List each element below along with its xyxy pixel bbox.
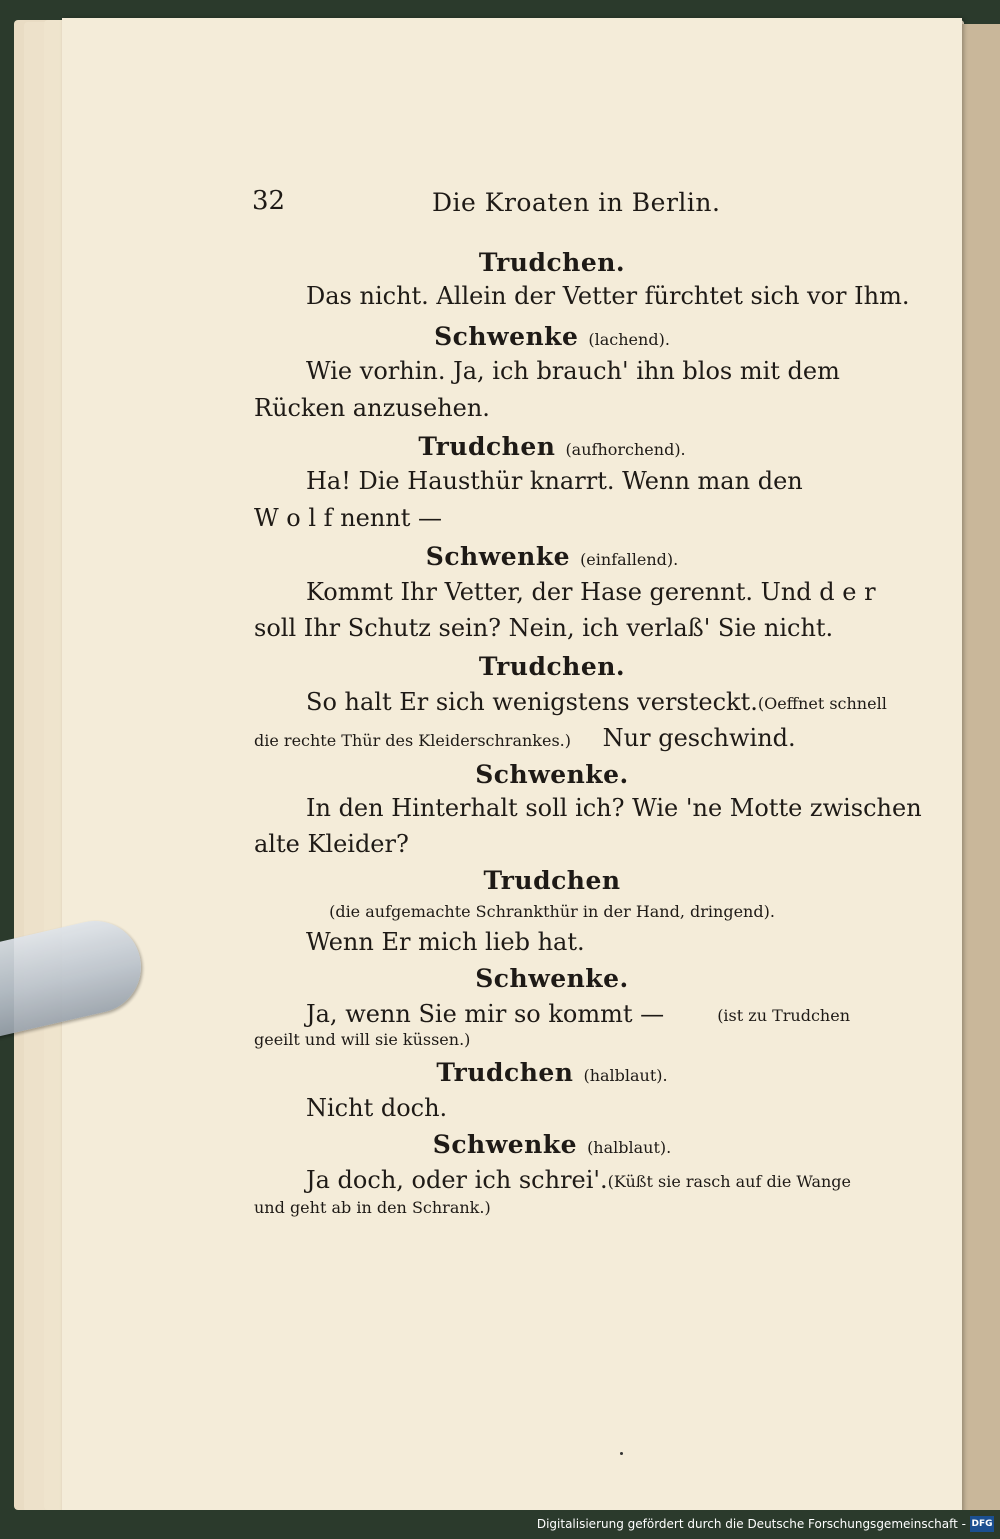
speaker-heading bbox=[254, 542, 850, 571]
speaker-heading bbox=[254, 760, 850, 789]
speaker-heading bbox=[254, 866, 850, 895]
speaker-name: Trudchen bbox=[436, 1058, 574, 1087]
stage-direction: (Oeffnet schnell bbox=[757, 694, 887, 713]
stage-direction: (halblaut). bbox=[583, 1066, 668, 1085]
speaker-heading bbox=[254, 964, 850, 993]
stage-direction: und geht ab in den Schrank.) bbox=[254, 1198, 491, 1217]
dialogue-line bbox=[306, 1166, 850, 1194]
stage-direction: (ist zu Trudchen bbox=[717, 1006, 850, 1025]
stage-direction: (aufhorchend). bbox=[565, 440, 686, 459]
speaker-name: Schwenke. bbox=[475, 964, 629, 993]
speaker-heading bbox=[254, 322, 850, 351]
speaker-name: Trudchen bbox=[483, 866, 621, 895]
speaker-heading bbox=[254, 248, 850, 277]
dialogue-text: Ja doch, oder ich schrei'. bbox=[306, 1166, 608, 1194]
speaker-name: Schwenke bbox=[425, 542, 571, 571]
dialogue-line: Rücken anzusehen. bbox=[254, 394, 490, 422]
dialogue-line bbox=[254, 724, 850, 752]
ink-speck bbox=[620, 1452, 623, 1455]
dialogue-line: In den Hinterhalt soll ich? Wie 'ne Motte zwischen bbox=[306, 794, 922, 822]
dialogue-line: W o l f nennt — bbox=[254, 504, 443, 532]
dialogue-text: So halt Er sich wenigstens versteckt. bbox=[306, 688, 758, 716]
speaker-heading bbox=[254, 652, 850, 681]
stage-direction: (die aufgemachte Schrankthür in der Hand, dringend). bbox=[329, 902, 775, 921]
speaker-name: Schwenke bbox=[432, 1130, 578, 1159]
stage-direction: (einfallend). bbox=[580, 550, 679, 569]
dialogue-text: Nur geschwind. bbox=[602, 724, 796, 752]
dfg-logo-icon: DFG bbox=[970, 1516, 994, 1532]
stage-direction: (halblaut). bbox=[587, 1138, 672, 1157]
dialogue-line: Wie vorhin. Ja, ich brauch' ihn blos mit dem bbox=[306, 357, 840, 385]
page-number: 32 bbox=[252, 186, 286, 216]
speaker-heading bbox=[254, 432, 850, 461]
speaker-name: Schwenke bbox=[434, 322, 579, 351]
dialogue-text: Ja, wenn Sie mir so kommt — bbox=[306, 1000, 665, 1028]
dialogue-line: Nicht doch. bbox=[306, 1094, 448, 1122]
dialogue-line: soll Ihr Schutz sein? Nein, ich verlaß' Sie nicht. bbox=[254, 614, 834, 642]
dialogue-line bbox=[306, 1000, 850, 1028]
speaker-heading bbox=[254, 1130, 850, 1159]
dialogue-line: Das nicht. Allein der Vetter fürchtet sich vor Ihm. bbox=[306, 282, 910, 310]
speaker-name: Trudchen. bbox=[478, 248, 626, 277]
dialogue-line: Ha! Die Hausthür knarrt. Wenn man den bbox=[306, 467, 803, 495]
speaker-name: Schwenke. bbox=[475, 760, 629, 789]
stage-direction: die rechte Thür des Kleiderschrankes.) bbox=[254, 731, 571, 750]
speaker-heading bbox=[254, 1058, 850, 1087]
dialogue-line bbox=[306, 688, 887, 716]
stage-direction: (lachend). bbox=[588, 330, 670, 349]
dialogue-line: alte Kleider? bbox=[254, 830, 409, 858]
stage-direction: (Küßt sie rasch auf die Wange bbox=[607, 1172, 851, 1191]
page-header bbox=[252, 186, 852, 222]
footer-credit: Digitalisierung gefördert durch die Deutsche Forschungsgemeinschaft - bbox=[536, 1517, 966, 1531]
stage-direction: geeilt und will sie küssen.) bbox=[254, 1030, 471, 1049]
speaker-name: Trudchen bbox=[418, 432, 556, 461]
running-title: Die Kroaten in Berlin. bbox=[432, 188, 721, 217]
dialogue-line: Kommt Ihr Vetter, der Hase gerennt. Und d e r bbox=[306, 578, 876, 606]
speaker-name: Trudchen. bbox=[478, 652, 626, 681]
dialogue-line: Wenn Er mich lieb hat. bbox=[306, 928, 585, 956]
